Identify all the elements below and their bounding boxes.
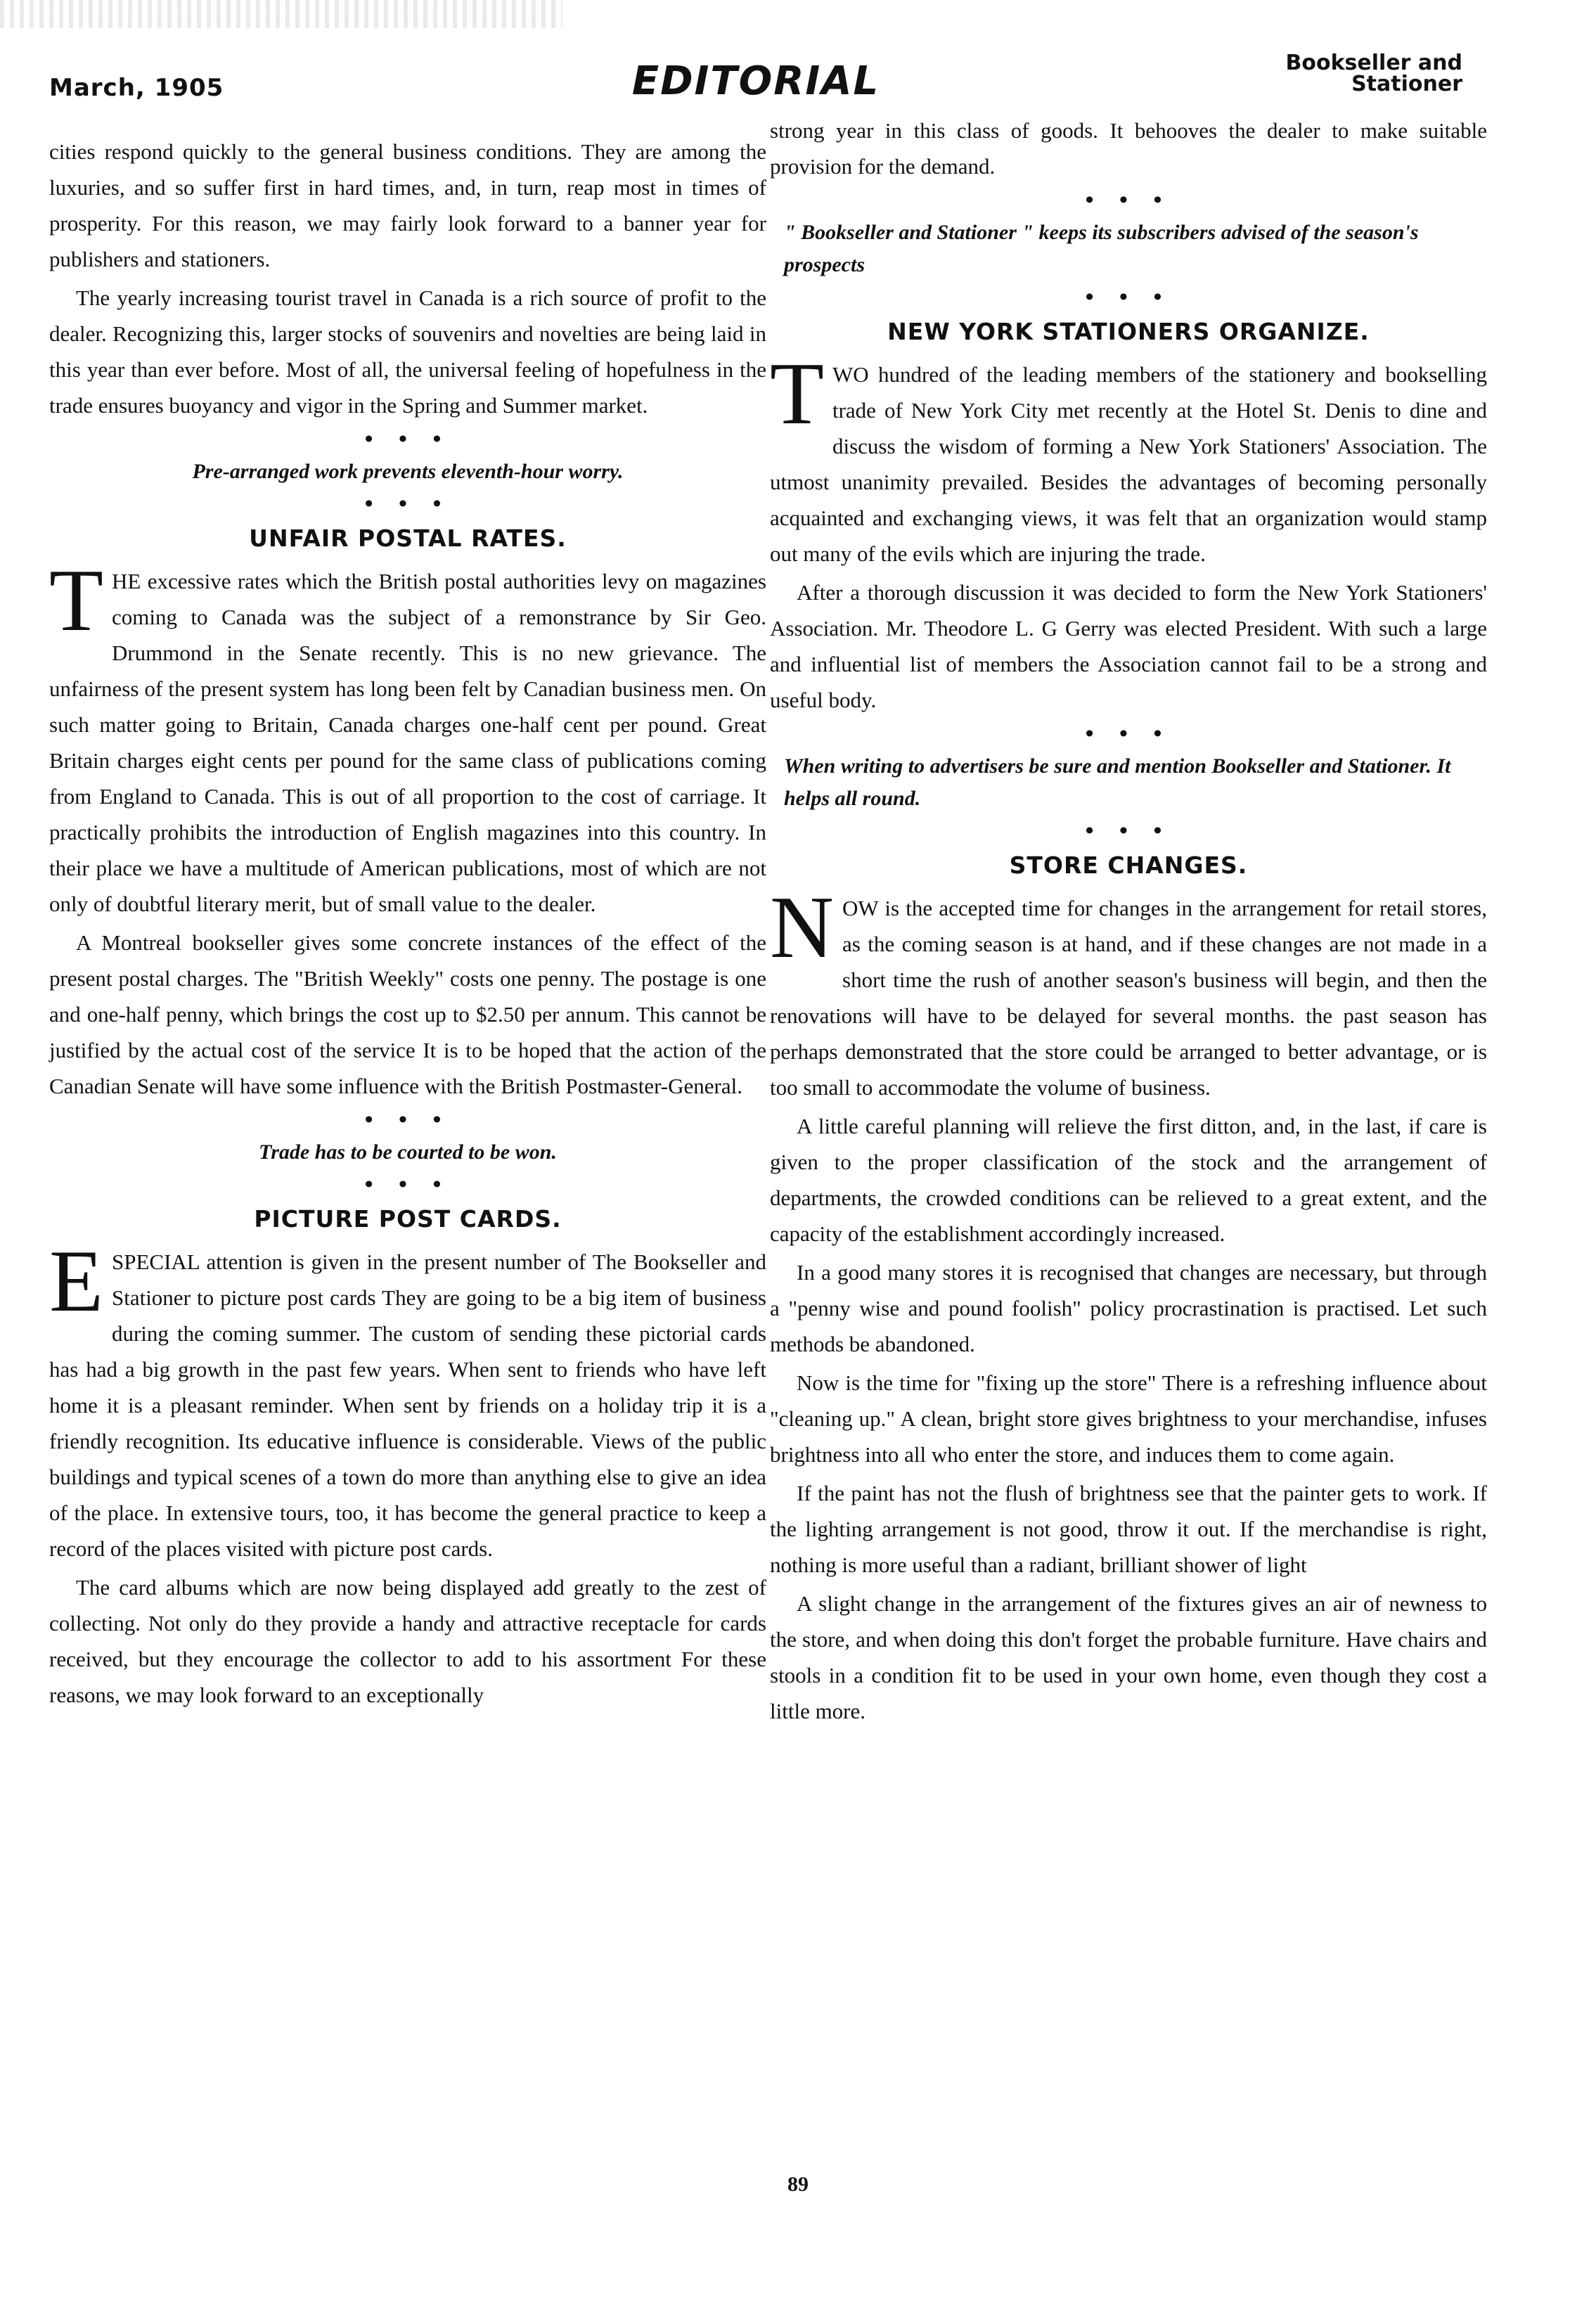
running-header: [49, 39, 1462, 104]
article-heading: PICTURE POST CARDS.: [254, 1205, 562, 1233]
right-column: [770, 113, 1487, 1732]
drop-cap: N: [770, 879, 834, 977]
paragraph: [770, 879, 1487, 1105]
article-heading: NEW YORK STATIONERS ORGANIZE.: [887, 318, 1370, 345]
separator-dots: • • •: [364, 1107, 451, 1133]
drop-cap: T: [49, 552, 103, 650]
paragraph: A slight change in the arrangement of the fixtures gives an air of newness to the store, and when doing this don't forget the probable furniture. Have chairs and stools in a condition fit to be used in your own home, even though they cost a little more.: [770, 1591, 1487, 1723]
paragraph: [49, 1233, 766, 1567]
section-title: EDITORIAL: [631, 58, 880, 104]
paragraph: The yearly increasing tourist travel in Canada is a rich source of profit to the dealer. Recognizing this, larger stocks of souvenirs and novelties are being laid in this year than ever before. Most of all, the universal feeling of hopefulness in the trade ensures buoyancy and vigor in the Spring and Summer market.: [49, 285, 766, 418]
drop-cap: T: [770, 345, 824, 443]
scan-artifact-marks: [0, 0, 562, 28]
filler-note: Pre-arranged work prevents eleventh-hour worry.: [192, 460, 624, 483]
separator-dots: • • •: [364, 426, 451, 452]
paragraph: If the paint has not the flush of brightness see that the painter gets to work. If the lighting arrangement is not good, throw it out. If the merchandise is right, nothing is more useful than a radiant, brilliant shower of light: [770, 1481, 1487, 1577]
article-heading: STORE CHANGES.: [1009, 851, 1248, 879]
issue-date: March, 1905: [49, 74, 224, 102]
separator-dots: • • •: [1085, 721, 1172, 747]
publication-name-line2: Stationer: [1351, 72, 1462, 96]
paragraph: cities respond quickly to the general business conditions. They are among the luxuries, and so suffer first in hard times, and, in turn, reap most in times of prosperity. For this reason, we may fairly look forward to a banner year for publishers and stationers.: [49, 139, 766, 271]
article-heading: UNFAIR POSTAL RATES.: [249, 525, 567, 552]
paragraph-text: SPECIAL attention is given in the present number of The Bookseller and Stationer to picture post cards They are going to be a big item of business during the coming summer. The custom of sending these pictorial cards has had a big growth in the past few years. When sent to friends who have left home it is a pleasant reminder. When sent by friends on a holiday trip it is a friendly recognition. Its educative influence is considerable. Views of the public buildings and typical scenes of a town do more than anything else to give an idea of the place. In extensive tours, too, it has become the general practice to keep a record of the places visited with picture post cards.: [49, 1249, 766, 1561]
left-column: [49, 134, 766, 1716]
publication-name: [1286, 53, 1462, 95]
paragraph: The card albums which are now being displayed add greatly to the zest of collecting. Not only do they provide a handy and attractive receptacle for cards received, but they encourage the collector to add to his assortment For these reasons, we may look forward to an exceptionally: [49, 1575, 766, 1707]
separator-dots: • • •: [1085, 187, 1172, 213]
filler-note: Trade has to be courted to be won.: [259, 1140, 557, 1164]
filler-note: " Bookseller and Stationer " keeps its subscribers advised of the season's prospects: [784, 221, 1419, 276]
paragraph: [49, 552, 766, 922]
paragraph: strong year in this class of goods. It behooves the dealer to make suitable provision for the demand.: [770, 118, 1487, 179]
paragraph: After a thorough discussion it was decided to form the New York Stationers' Association. Mr. Theodore L. G Gerry was elected President. With such a large and influential list of members the Association cannot fail to be a strong and useful body.: [770, 580, 1487, 712]
paragraph-text: OW is the accepted time for changes in the arrangement for retail stores, as the coming season is at hand, and if these changes are not made in a short time the rush of another season's business will begin, and then the renovations will have to be delayed for several months. the past season has perhaps demonstrated that the store could be arranged to better advantage, or is too small to accommodate the volume of business.: [770, 896, 1487, 1100]
page-number: 89: [787, 2173, 809, 2196]
separator-dots: • • •: [364, 491, 451, 517]
separator-dots: • • •: [1085, 818, 1172, 844]
paragraph-text: WO hundred of the leading members of the stationery and bookselling trade of New York City met recently at the Hotel St. Denis to dine and discuss the wisdom of forming a New York Stationers' Association. The utmost unanimity prevailed. Besides the advantages of becoming personally acquainted and exchanging views, it was felt that an organization would stamp out many of the evils which are injuring the trade.: [770, 362, 1487, 566]
paragraph: A Montreal bookseller gives some concrete instances of the effect of the present postal charges. The "British Weekly" costs one penny. The postage is one and one-half penny, which brings the cost up to $2.50 per annum. This cannot be justified by the actual cost of the service It is to be hoped that the action of the Canadian Senate will have some influence with the British Postmaster-General.: [49, 930, 766, 1098]
paragraph: [770, 345, 1487, 572]
paragraph: Now is the time for "fixing up the store" There is a refreshing influence about "cleaning up." A clean, bright store gives brightness to your merchandise, infuses brightness into all who enter the store, and induces them to come again.: [770, 1370, 1487, 1467]
separator-dots: • • •: [1085, 284, 1172, 310]
publication-name-line1: Bookseller and: [1285, 51, 1462, 75]
paragraph: In a good many stores it is recognised that changes are necessary, but through a "penny wise and pound foolish" policy procrastination is practised. Let such methods be abandoned.: [770, 1260, 1487, 1356]
paragraph: A little careful planning will relieve the first ditton, and, in the last, if care is given to the proper classification of the stock and the arrangement of departments, the crowded conditions can be relieved to a great extent, and the capacity of the establishment accordingly increased.: [770, 1114, 1487, 1246]
filler-note: When writing to advertisers be sure and mention Bookseller and Stationer. It helps all round.: [784, 754, 1451, 810]
paragraph-text: HE excessive rates which the British postal authorities levy on magazines coming to Canada was the subject of a remonstrance by Sir Geo. Drummond in the Senate recently. This is no new grievance. The unfairness of the present system has long been felt by Canadian business men. On such matter going to Britain, Canada charges one-half cent per pound. Great Britain charges eight cents per pound for the same class of publications coming from England to Canada. This is out of all proportion to the cost of carriage. It practically prohibits the introduction of English magazines into this country. In their place we have a multitude of American publications, most of which are not only of doubtful literary merit, but of small value to the dealer.: [49, 569, 766, 916]
separator-dots: • • •: [364, 1171, 451, 1197]
drop-cap: E: [49, 1233, 103, 1330]
